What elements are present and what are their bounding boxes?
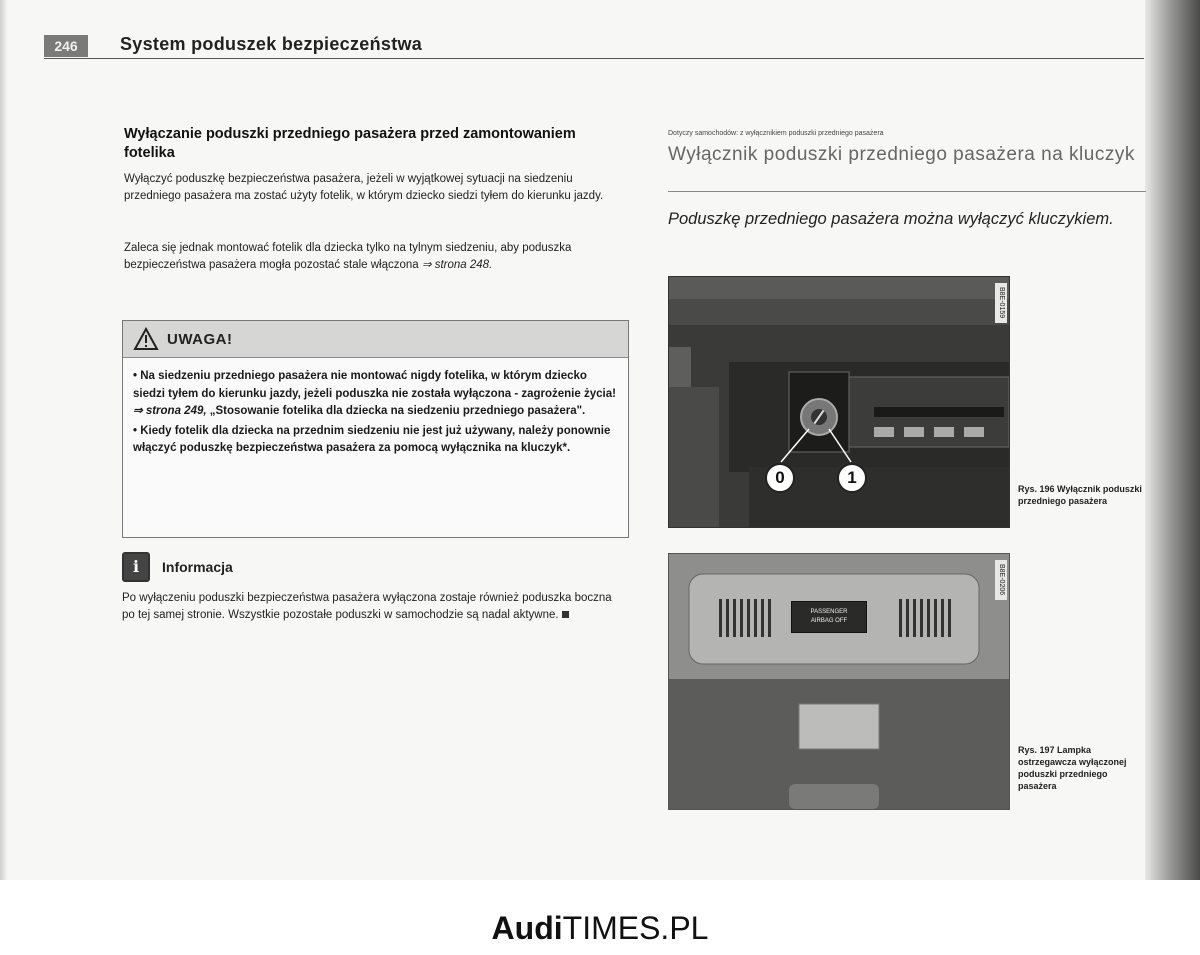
warning-header: [123, 321, 628, 358]
figure-196-number: Rys. 196: [1018, 484, 1055, 494]
logo-bold-part: Audi: [491, 910, 563, 946]
figure-197-number: Rys. 197: [1018, 745, 1055, 755]
running-header: System poduszek bezpieczeństwa: [120, 34, 423, 54]
figure-196-photo: [668, 276, 1010, 528]
warning-triangle-icon: [133, 327, 159, 351]
lamp-label-line-1: PASSENGER: [810, 609, 848, 615]
info-body-text: Po wyłączeniu poduszki bezpieczeństwa pasażera wyłączona zostaje również poduszka boczna po tej samej stronie. Wszystkie pozostałe poduszki w samochodzie są nadal aktywne.: [122, 592, 612, 621]
figure-197-code: B8E-0206: [995, 560, 1007, 600]
info-body: [122, 590, 627, 624]
header-rule: [44, 58, 1144, 59]
paragraph-1: Wyłączyć poduszkę bezpieczeństwa pasażera, jeżeli w wyjątkowej sytuacji na siedzeniu przedniego pasażera ma zostać użyty fotelik, w którym dziecko siedzi tyłem do kierunku jazdy.: [124, 173, 604, 202]
warning-bullet-2: • Kiedy fotelik dla dziecka na przednim siedzeniu nie jest już używany, należy ponownie włączyć poduszkę bezpieczeństwa pasażera za pomocą wyłącznika na kluczyk*.: [133, 424, 611, 454]
right-section-heading: Wyłącznik poduszki przedniego pasażera na kluczyk: [668, 144, 1135, 165]
page-left-edge: [0, 0, 8, 880]
warning-bullet-1-tail: „Stosowanie fotelika dla dziecka na siedzeniu przedniego pasażera".: [206, 405, 586, 417]
figure-196-code: B8E-0159: [995, 283, 1007, 323]
callout-0: 0: [765, 463, 795, 493]
info-title: Informacja: [162, 559, 233, 575]
info-header: [122, 552, 627, 582]
info-icon: i: [122, 552, 150, 582]
site-logo: [0, 910, 1200, 947]
passenger-airbag-off-lamp: [791, 601, 867, 633]
intro-text: Poduszkę przedniego pasażera można wyłączyć kluczykiem.: [668, 210, 1114, 228]
figure-197-caption: [1018, 744, 1145, 792]
warning-bullet-1-text: • Na siedzeniu przedniego pasażera nie montować nigdy fotelika, w którym dziecko siedzi tyłem do kierunku jazdy, jeżeli poduszka nie została wyłączona - zagrożenie życia!: [133, 370, 616, 400]
applicability-note: Dotyczy samochodów: z wyłącznikiem poduszki przedniego pasażera: [668, 130, 884, 137]
paragraph-2: [124, 240, 624, 274]
figure-197-text: Lampka ostrzegawcza wyłączonej poduszki przedniego pasażera: [1018, 745, 1127, 791]
dashboard-key-switch-illustration: [669, 277, 1009, 527]
warning-title: UWAGA!: [167, 330, 233, 348]
page-reference-link[interactable]: ⇒ strona 248.: [421, 259, 493, 271]
warning-box: [122, 320, 629, 538]
warning-bullet-1: [133, 368, 618, 421]
paragraph-2-text: Zaleca się jednak montować fotelik dla dziecka tylko na tylnym siedzeniu, aby poduszka bezpieczeństwa pasażera mogła pozostać stale włączona: [124, 242, 572, 271]
figure-196-text: Wyłącznik poduszki przedniego pasażera: [1018, 484, 1142, 506]
callout-1: 1: [837, 463, 867, 493]
end-of-section-icon: [562, 611, 569, 618]
right-heading-rule: [668, 191, 1146, 192]
lamp-label-line-2: AIRBAG OFF: [810, 618, 848, 624]
warning-body: [123, 358, 628, 458]
warning-page-reference-link[interactable]: ⇒ strona 249,: [133, 405, 207, 417]
figure-196-caption: [1018, 483, 1145, 507]
page-number: 246: [44, 35, 88, 57]
figure-197-photo: [668, 553, 1010, 810]
roof-console-lamp-illustration: [669, 554, 1009, 809]
book-spine-shadow: [1145, 0, 1200, 880]
info-box: [122, 552, 627, 624]
logo-rest-part: TIMES.PL: [562, 910, 709, 946]
section-heading: Wyłączanie poduszki przedniego pasażera przed zamontowaniem fotelika: [124, 126, 576, 161]
